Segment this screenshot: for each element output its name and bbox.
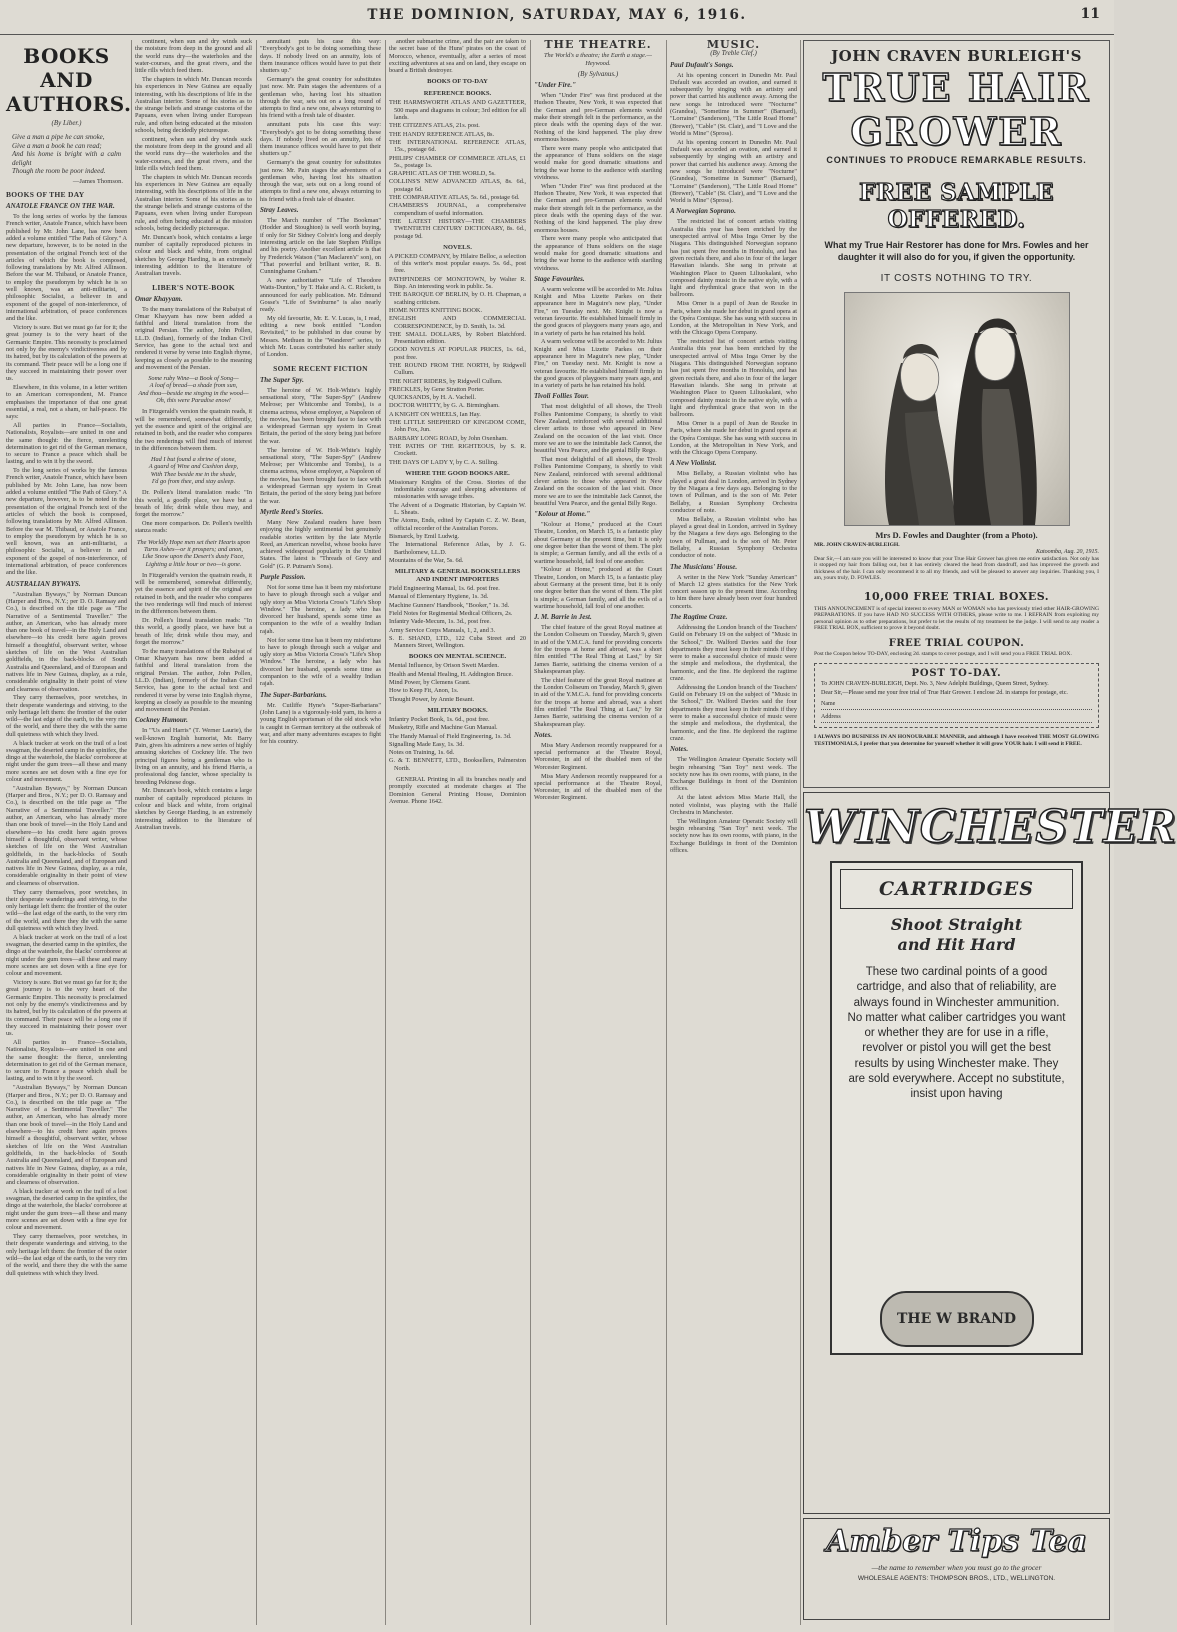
verse-line: Like Snow upon the Desert's dusty Face, — [142, 553, 245, 561]
book-listing: A PICKED COMPANY, by Hilaire Belloc, a selection of this writer's most popular essays. 5s. 6d., post free. — [389, 252, 526, 275]
article-heading: The Super-Barbarians. — [260, 690, 327, 699]
paragraph: another submarine crime, and the pair are taken to the secret base of the Huns' pirates on the coast of Morocco, whence, eventually, after a series of most exciting adventures at sea and on land, they escape on board a British destroyer. — [389, 38, 526, 75]
paragraph: Victory is sure. But we must go far for it; the great journey is to the very heart of the Germanic Empire. This necessity is proclaimed not only by the enemy's vindictiveness and by its hatred, but by its calculation of the powers at its command. Their peace will be a long one if they succeed in maintaining their power over us. — [6, 324, 128, 383]
ad-tagline: CONTINUES TO PRODUCE REMARKABLE RESULTS. — [826, 155, 1087, 165]
paragraph: Miss Bellaby, a Russian violinist who has played a great deal in London, arrived in Sydney by the Niagara a few days ago. Belonging to the town of Pullman, and is the son of Mr. Peter Bellaby, a Russian Symphony Orchestra conductor of note. — [670, 515, 797, 560]
paragraph: The chapters in which Mr. Duncan records his experiences in New Guinea are equally interesting, with his descriptions of life in the Australian interior. Some of his stories as to the strange beliefs and strange customs of the Papuans, even when living under European rule, and often being educated at the mission schools, being decidedly picturesque. — [135, 75, 252, 135]
book-listing: DOCTOR WHITTY, by G. A. Birmingham. — [389, 402, 500, 410]
paragraph: They carry themselves, poor wretches, in their desperate wanderings and striving, to the only heritage left them: the frontier of the outer wild—the last edge of the earth, to the very rim of the world, and there they die with the same dull quietness with which they lived. — [6, 1233, 127, 1277]
book-listing: Musketry, Rifle and Machine Gun Manual. — [389, 724, 498, 732]
w-brand-badge: THE W BRAND — [880, 1291, 1034, 1347]
paragraph: "Australian Byways," by Norman Duncan (Harper and Bros., N.Y.; per D. O. Ramsay and Co.), is described on the title page as "The Narrative of a Sentimental Traveller." The author, an American, who has already more than one book of travel—in the Holy Land and elsewhere—to his credit here again proves himself a thoughtful, observant writer, whose sketches of life on the West Australian goldfields, in the back-blocks of South Australia and Queensland, and of European and natives life in New Guinea, display, as a rule, considerable originality in their point of view and clearness of observation. — [6, 590, 127, 693]
verse — [135, 375, 252, 404]
paragraph: In "'Us and Harris" (T. Werner Laurie), the well-known English humorist, Mr. Barry Pain, gives his admirers a new series of highly amusing sketches of Cockney life. The two principal figures being a gentleman who is living on an annuity, and his friend Harris, a professional dog fancier, whose speciality is breeding Pekinese dogs. — [135, 727, 252, 786]
column-music — [670, 38, 797, 1623]
paragraph: One more comparison. Dr. Pollen's twelfth stanza reads: — [135, 520, 252, 535]
verse-line: A guard of Wine and Cushion deep, — [148, 463, 239, 471]
epigraph-poem — [12, 133, 121, 176]
book-listing: Infantry Pocket Book, 1s. 6d., post free. — [389, 715, 490, 723]
ad-subheading: NOVELS. — [443, 243, 472, 251]
cartridges-heading: CARTRIDGES — [840, 869, 1073, 909]
winchester-advertisement — [803, 792, 1177, 1514]
ad-offer: IT COSTS NOTHING TO TRY. — [880, 273, 1033, 284]
section-heading: BOOKS OF THE DAY — [6, 190, 85, 200]
paragraph: All parties in France—Socialists, Nationalists, Royalists—are united in one and the same thought: the fierce, unrelenting determination to get rid of the German menace, to secure to France a peace which shall be lasting, and to win it by the sword. — [6, 1038, 127, 1083]
verse-line: Had I but found a shrine of stone, — [150, 456, 236, 464]
product-headline: TRUE HAIR GROWER — [822, 65, 1091, 154]
paragraph: The restricted list of concert artists visiting Australia this year has been enriched by the unexpected arrival of Miss Inga Orner by the Niagara. This distinguished Norwegian soprano has just spent five months in Honolulu, and has given recitals there, and also in four of the larger Hawaiian islands. She sang in private at Washington Place to Queen Liliuokalani, who composed dainty music in the native style, with a light and rhythmical grace that won in the ballroom. — [670, 338, 797, 419]
paragraph: Not for some time has it been my misfortune to have to plough through such a vulgar and ugly story as Miss Victoria Cross's "Life's Shop Window." The heroine, a lady who has divorced her husband, spends some time as companion to the wife of a wealthy Indian rajah. — [260, 584, 381, 635]
byline: (By Liber.) — [51, 119, 82, 127]
column-bookshop-ads — [389, 38, 526, 1623]
book-listing: ENGLISH AND COMMERCIAL CORRESPONDENCE, by D. Smith, 1s. 3d. — [389, 315, 526, 330]
column-rule — [800, 40, 801, 1625]
book-listing: GOOD NOVELS AT POPULAR PRICES, 1s. 6d., post free. — [389, 346, 526, 361]
paragraph: To the many translations of the Rubaiyat of Omar Khayyam has now been added a faithful and literal translation from the original Persian. The author, John Pollen, LL.D. (Indian), formerly of the Indian Civil Service, has gone to the actual text and rendered it verse by verse into English rhyme, keeping as closely as possible to the meaning and movement of the Persian. — [135, 305, 252, 371]
paragraph: In Fitzgerald's version the quatrain reads, it will be remembered, somewhat differently, yet the essence and spirit of the original are retained in both, and the reader who compares the two renderings will find much of interest in the differences between them. — [135, 408, 252, 452]
article-heading: Notes. — [670, 745, 689, 754]
book-listing: GRAPHIC ATLAS OF THE WORLD, 5s. — [389, 170, 496, 178]
article-heading: The Musicians' House. — [670, 562, 738, 571]
letter-date: Katoomba, Aug. 20, 1915. — [1035, 548, 1099, 555]
paragraph: Dr. Pollen's literal translation reads: "In this world, a goodly place, we have but a breath of life; drink while thou may, and forget the morrow." — [135, 489, 252, 519]
testimonial-letter: Dear Sir,—I am sure you will be interested to know that your True Hair Grower has given me entire satisfaction. Not only has it stopped my hair from falling out, but it has entirely cleared the head from dandruff, and has improved the growth and thickness of the hair. I can only recommend it to all my friends, and will be pleased to answer any inquiries. Thanking you, I am, yours truly, D. FOWLES. — [814, 555, 1099, 581]
paragraph: The chief feature of the great Royal matinee at the London Coliseum on Tuesday, March 9, given in aid of the Y.M.C.A. fund for providing concerts for the troops at home and abroad, was a short film entitled "The Real Thing at Last," by Sir James Barrie, satirising the cinema version of a Shakespearean play. — [534, 676, 662, 728]
masthead — [0, 0, 1114, 35]
book-listing: THE LITTLE SHEPHERD OF KINGDOM COME, John Fox, Jun. — [389, 419, 526, 434]
column-rule — [385, 40, 386, 1625]
paragraph: The restricted list of concert artists visiting Australia this year has been enriched by the unexpected arrival of Miss Inga Orner by the Niagara. This distinguished Norwegian soprano has just spent five months in Honolulu, and has given recitals there, and also in four of the larger Hawaiian islands. She sang in private at Washington Place to Queen Liliuokalani, who composed dainty music in the native style, with a light and rhythmical grace that won in the ballroom. — [670, 218, 797, 299]
book-listing: Manual of Elementary Hygiene, 1s. 3d. — [389, 593, 489, 601]
page-number: 11 — [1080, 6, 1100, 22]
paragraph: At the latest advices Miss Marie Hall, the noted violinist, was playing with the Hallé Orchestra in Manchester. — [670, 794, 797, 816]
book-listing: Infantry Vade-Mecum, 1s. 3d., post free. — [389, 618, 492, 626]
paragraph: Dr. Pollen's literal translation reads: "In this world, a goodly place, we have but a breath of life; drink while thou may, and forget the morrow." — [135, 617, 252, 646]
column-notebook — [135, 38, 252, 1623]
book-listing: Field Engineering Manual, 1s. 6d. post free. — [389, 585, 500, 593]
paragraph: The chief feature of the great Royal matinee at the London Coliseum on Tuesday, March 9, given in aid of the Y.M.C.A. fund for providing concerts for the troops at home and abroad, was a short film entitled "The Real Thing at Last," by Sir James Barrie, satirising the cinema version of a Shakespearean play. — [534, 624, 662, 675]
paragraph: The chapters in which Mr. Duncan records his experiences in New Guinea are equally interesting, with his descriptions of life in the Australian interior. Some of his stories as to the strange beliefs and strange customs of the Papuans, even when living under European rule, and often being educated at the mission schools, being decidedly picturesque. — [135, 173, 252, 232]
offer-heading: 10,000 FREE TRIAL BOXES. — [863, 589, 1050, 603]
ad-footer: I ALWAYS DO BUSINESS IN AN HONOURABLE MANNER, and although I have received THE MOST GLOWING TESTIMONIALS, I prefer that you determine for yourself whether it will grow YOUR hair. I will send it FREE. — [814, 734, 1099, 747]
paragraph: "Kolour at Home," produced at the Court Theatre, London, on March 15, is a fantastic play about Germany at the present time, but it is only one degree better than the worst of them. The plot is simple; a German family, and all the evils of a wartime household, fall foul of one another. — [534, 521, 662, 565]
paragraph: The heroine of W. Holt-White's highly sensational story, "The Super-Spy" (Andrew Melrose; per Whitcombe and Tombs), is a cinema actress, whose employer, a Napoleon of the movies, has been brought face to face with a widespread German spy system in Great Britain, the period of the story being just before the war. — [260, 446, 381, 505]
book-listing: THE BAROQUE OF BERLIN, by O. H. Chapman, a scathing criticism. — [389, 291, 526, 306]
ad-heading: MILITARY BOOKS. — [427, 706, 488, 714]
article-heading: A New Violinist. — [670, 459, 717, 468]
free-sample-headline: FREE SAMPLE OFFERED. — [859, 179, 1054, 233]
ad-heading: WHERE THE GOOD BOOKS ARE. — [405, 469, 510, 477]
paragraph: They carry themselves, poor wretches, in their desperate wanderings and striving, to the only heritage left them: the frontier of the outer wild—the last edge of the earth, to the very rim of the world, and there they die with the same dull quietness with which they lived. — [6, 694, 127, 738]
book-listing: Army Service Corps Manuals, 1, 2, and 3. — [389, 626, 496, 634]
name-label: Name — [821, 701, 836, 707]
article-heading: Purple Passion. — [260, 573, 306, 581]
paragraph: There were many people who anticipated that the appearance of Huns soldiers on the stage would make for good dramatic situations and bring the war home to the audience with startling vividness. — [534, 144, 662, 181]
book-listing: The Advent of a Dogmatic Historian, by Captain W. L. Sheats. — [389, 501, 526, 517]
book-listing: THE HANDY REFERENCE ATLAS, 8s. — [389, 130, 495, 138]
paragraph: Miss Bellaby, a Russian violinist who has played a great deal in London, arrived in Sydney by the Niagara a few days ago. Belonging to the town of Pullman, and is the son of Mr. Peter Bellaby, a Russian Symphony Orchestra conductor of note. — [670, 470, 797, 514]
book-listing: PHILIPS' CHAMBER OF COMMERCE ATLAS, £1 5s., postage 1s. — [389, 154, 526, 169]
book-listing: Mind Power, by Clemens Grant. — [389, 679, 471, 687]
book-listing: Missionary Knights of the Cross. Stories of the indomitable courage and sleeping adventures of missionaries with savage tribes. — [389, 478, 526, 501]
paragraph: A writer in the New York "Sunday American" of March 12 gives statistics for the New York concert season up to the present time. According to him there have already been over four hundred concerts. — [670, 573, 797, 610]
article-heading: J. M. Barrie in Jest. — [534, 613, 592, 622]
article-heading: A Norwegian Soprano. — [670, 207, 736, 216]
paragraph: Mr. Duncan's book, which contains a large number of capitally reproduced pictures in colour and black and white, from original sketches by George Harding, is an extremely interesting addition to the literature of Australian travels. — [135, 787, 252, 831]
ad-heading: BOOKS OF TO-DAY — [427, 78, 488, 86]
coupon-intro: Post the Coupon below TO-DAY, enclosing 2d. stamps to cover postage, and I will send you a FREE TRIAL BOX. — [814, 650, 1072, 657]
column-rule — [530, 40, 531, 1625]
portrait-illustration — [845, 293, 1069, 525]
hair-ad-header — [804, 47, 1109, 165]
paragraph: To the long series of works by the famous French writer, Anatole France, which have been published by Mr. John Lane, has now been added a volume entitled "The Path of Glory." A new departure, however, is to be noted in the presentation of the original French text of the articles of which the book is composed, following translations by Mr. Alfred Allinson. Before the war M. Thibaud, or Anatole France, to employ the pseudonym by which he is so well known, was an anti-militarist, a philosophic Socialist, a believer in and exponent of the gospel of non-interference, of international arbitration, of peace conferences and the like. — [6, 213, 127, 323]
paragraph: Miss Mary Anderson recently reappeared for a special performance at the Theatre Royal, Worcester, in aid of the disabled men of the Worcester Regiment. — [534, 741, 662, 771]
paragraph: The heroine of W. Holt-White's highly sensational story, "The Super-Spy" (Andrew Melrose; per Whitcombe and Tombs), is a cinema actress, whose employer, a Napoleon of the movies, has been brought face to face with a widespread German spy system in Great Britain, the period of the story being just before the war. — [260, 386, 381, 445]
book-listing: Machine Gunners' Handbook, "Booker," 1s. 3d. — [389, 601, 510, 609]
book-listing: CHAMBERS'S JOURNAL, a comprehensive compendium of useful information. — [389, 202, 526, 217]
slogan-line: Shoot Straight — [890, 915, 1023, 934]
book-listing: THE DAYS OF LADY Y, by C. A. Stilling. — [389, 458, 499, 466]
paragraph: The Wellington Amateur Operatic Society will begin rehearsing "San Toy" next week. The society now has its own rooms, with piano, in the Exchange Buildings in front of the Dominion offices. — [670, 817, 797, 854]
paragraph: Miss Orner is a pupil of Jean de Reszke in Paris, where she made her debut in grand opera at the Opéra Comique. She has sung with success in London, at the Metropolitan in New York, and with the Chicago Opera Company. — [670, 300, 797, 337]
verse-line: A loaf of bread—a shade from sun, — [149, 382, 238, 390]
verse — [135, 539, 252, 568]
section-title-music: MUSIC. — [706, 38, 761, 51]
epigraph: The World's a theatre; the Earth a stage.—Heywood. — [544, 52, 652, 67]
section-title-theatre: THE THEATRE. — [544, 38, 652, 51]
book-listing: BARBARY LONG ROAD, by John Oxenham. — [389, 434, 508, 442]
paragraph: Victory is sure. But we must go far for it; the great journey is to the very heart of the Germanic Empire. This necessity is proclaimed not only by the enemy's vindictiveness and by its hatred, but by its calculation of the powers at its command. Their peace will be a long one if they succeed in maintaining their power over us. — [6, 979, 128, 1038]
paragraph: annuitant puts his case this way: "Everybody's got to be doing something these days. If nobody lived on an annuity, lots of them insurance offices would have to put their shutters up." — [260, 38, 381, 75]
ad-body-text: These two cardinal points of a good cartridge, and also that of reliability, are always found in Winchester ammunition. No matter what caliber cartridges you want or whether they are for use in a rifle, revolver or pistol you will get the best results by using Winchester make. They are sold everywhere. Accept no substitute, insist upon having — [847, 966, 1066, 1101]
paragraph: continent, when sun and dry winds suck the moisture from deep in the ground and all the world runs dry—the waterholes and the water-courses, and the great rivers, and the little rills which feed them. — [135, 38, 252, 75]
paragraph: My old favourite, Mr. E. V. Lucas, is, I read, editing a new book entitled "London Revisited," to be published in due course by Messrs. Methuen in the "Wanderer" series, to which Mr. Lucas contributed his earlier study of London. — [260, 314, 381, 359]
paragraph: A warm welcome will be accorded to Mr. Julius Knight and Miss Lizette Parkes on their appearance here in Maguire's new play, "Under Fire," on Tuesday next. Mr. Knight is now a veteran favourite. He established himself firmly in the good graces of playgoers many years ago, and in a variety of parts he has retained his hold. — [534, 285, 662, 337]
hair-grower-advertisement — [803, 40, 1110, 788]
offer-text: THIS ANNOUNCEMENT is of special interest to every MAN or WOMAN who has previously tried other HAIR-GROWING PREPARATIONS. If you have HAD NO SUCCESS WITH OTHERS, please write to me. I REFRAIN from exploiting my personal opinion as to other preparations, but prefer to let the results of my treatment be the judge. I will send to any reader a FREE TRIAL BOX, sufficient to prove it beyond doubt. — [814, 605, 1099, 631]
book-listing: Mountains of the War, 5s. 6d. — [389, 556, 464, 564]
book-listing: Health and Mental Healing, H. Addington Bruce. — [389, 670, 513, 678]
book-listing: THE PATHS OF THE RIGHTEOUS, by S. R. Crockett. — [389, 442, 526, 458]
winchester-logo: WINCHESTER — [804, 800, 1177, 853]
ad-heading: MILITARY & GENERAL BOOKSELLERS AND INDENT IMPORTERS — [394, 568, 521, 584]
paragraph: continent, when sun and dry winds suck the moisture from deep in the ground and all the world runs dry—the waterholes and the water-courses, and the great rivers, and the little rills which feed them. — [135, 135, 252, 173]
article-heading: "Under Fire." — [534, 81, 576, 90]
tea-tagline: —the name to remember when you must go to the grocer — [871, 1563, 1042, 1572]
section-heading: LIBER'S NOTE-BOOK — [152, 282, 235, 292]
paragraph: The Wellington Amateur Operatic Society will begin rehearsing "San Toy" next week. The society now has its own rooms, with piano, in the Exchange Buildings in front of the Dominion offices. — [670, 756, 797, 793]
section-heading: SOME RECENT FICTION — [273, 363, 368, 373]
book-listing: Signalling Made Easy, 1s. 3d. — [389, 740, 464, 748]
paragraph: Miss Orner is a pupil of Jean de Reszke in Paris, where she made her debut in grand opera at the Opéra Comique. She has sung with success in London, at the Metropolitan in New York, and with the Chicago Opera Company. — [670, 419, 797, 457]
book-listing: THE INTERNATIONAL REFERENCE ATLAS, 15s., postage 6d. — [389, 138, 526, 154]
book-listing: Notes on Training, 1s. 6d. — [389, 749, 455, 757]
paragraph: Not for some time has it been my misfortune to have to plough through such a vulgar and ugly story as Miss Victoria Cross's "Life's Shop Window." The heroine, a lady who has divorced her husband, spends some time as companion to the wife of a wealthy Indian rajah. — [260, 636, 381, 688]
paragraph: Addressing the London branch of the Teachers' Guild on February 19 on the subject of "Music in the School," Dr. Walford Davies said the four departments they must keep in their minds if they were to make a successful choice of music were the simple and melodious, the rhythmical, the harmonic, and the fine. He deplored the ragtime craze. — [670, 683, 797, 742]
book-listing: Field Notes for Regimental Medical Officers, 2s. — [389, 610, 513, 617]
poem-line: Give a man a pipe he can smoke, — [12, 133, 105, 142]
advertiser-name: JOHN CRAVEN BURLEIGH'S — [831, 47, 1082, 65]
poem-line: Give a man a book he can read; — [12, 141, 102, 150]
coupon-title: POST TO-DAY. — [911, 668, 1002, 679]
cartridges-panel — [830, 861, 1083, 1355]
paragraph: Mr. Duncan's book, which contains a large number of capitally reproduced pictures in colour and black and white, from original sketches by George Harding, is an extremely interesting addition to the literature of Australian travels. — [135, 233, 252, 278]
column-rule — [131, 40, 132, 1625]
coupon-address-field[interactable] — [821, 714, 1092, 723]
article-heading: The Ragtime Craze. — [670, 612, 728, 621]
paragraph: Germany's the great country for substitutes just now. Mr. Pain stages the adventures of a gentleman who, having lost his situation through the war, sets out on a long round of attempts to find a new one, always returning to his friend with a fresh tale of disaster. — [260, 75, 381, 120]
article-heading: "Kolour at Home." — [534, 510, 591, 519]
advertisement-column — [803, 40, 1177, 1625]
printing-notice: GENERAL Printing in all its branches neatly and promptly executed at moderate charges at The Dominion General Printing House, Dominion Avenue. Phone 1642. — [389, 776, 526, 805]
book-listing: Thought Power, by Annie Besant. — [389, 695, 475, 703]
paragraph: Mr. Cutliffe Hyne's "Super-Barbarians" (John Lane) is a vigorously-told yarn, its hero a young English sportsman of the old stock who is caught in German territory at the outbreak of war, and after many adventures escapes to fight for his country. — [260, 701, 381, 746]
paragraph: "Australian Byways," by Norman Duncan (Harper and Bros., N.Y.; per D. O. Ramsay and Co.), is described on the title page as "The Narrative of a Sentimental Traveller." The author, an American, who has already more than one book of travel—in the Holy Land and elsewhere—to his credit here again proves himself a thoughtful, observant writer, whose sketches of life on the West Australian goldfields, in the back-blocks of South Australia and Queensland, and of European and natives life in New Guinea, display, as a rule, considerable originality in their point of view and clearness of observation. — [6, 784, 127, 887]
paragraph: "Kolour at Home," produced at the Court Theatre, London, on March 15, is a fantastic play about Germany at the present time, but it is only one degree better than the worst of them. The plot is simple; a German family, and all the evils of a wartime household, fall foul of one another. — [534, 566, 662, 610]
paragraph: They carry themselves, poor wretches, in their desperate wanderings and striving, to the only heritage left them: the frontier of the outer wild—the last edge of the earth, to the very rim of the world, and there they die with the same dull quietness with which they lived. — [6, 888, 127, 932]
mail-coupon[interactable] — [814, 663, 1099, 728]
portrait-photo — [844, 292, 1070, 526]
paragraph: Many New Zealand readers have been enjoying the highly sentimental but genuinely readable stories written by the late Myrtle Reed, an American novelist, whose books have achieved widespread popularity in the United States. The latest is "Threads of Grey and Gold" (G. P. Putnam's Sons). — [260, 518, 381, 570]
book-listing: PATHFINDERS OF MONOTOWN, by Walter R. Bisp. An interesting work in public. 5s. — [389, 275, 526, 291]
face — [900, 353, 938, 401]
ad-heading: BOOKS ON MENTAL SCIENCE. — [408, 653, 507, 661]
book-listing: COLLINS'S NEW ADVANCED ATLAS, 8s. 6d., postage 6d. — [389, 178, 526, 193]
paragraph: To the many translations of the Rubaiyat of Omar Khayyam has now been added a faithful and literal translation from the original Persian. The author, John Pollen, LL.D. (Indian), formerly of the Indian Civil Service, has gone to the actual text and rendered it verse by verse into English rhyme, keeping as closely as possible to the meaning and movement of the Persian. — [135, 647, 252, 714]
paragraph: The March number of "The Bookman" (Hodder and Stoughton) is well worth buying, if only for Sir Sidney Colvin's long and deeply interesting article on the late Stephen Phillips and his poetry. Another excellent article is that by Frederick Watson ("Ian Maclaren's" son), on "That powerful and brilliant writer, R. B. Cunninghame Graham." — [260, 217, 381, 276]
verse-line: Turns Ashes—or it prospers; and anon, — [143, 545, 244, 553]
paragraph: A black tracker at work on the trail of a lost swagman, the deserted camp in the spinifex, the dingo at the waterhole, the blacks' corroboree at night under the gum trees—all these and many more scenes are set down with a fine eye for colour and movement. — [6, 1187, 127, 1232]
ad-claim: What my True Hair Restorer has done for Mrs. Fowles and her daughter it will also do for you, if given the opportunity. — [824, 240, 1089, 262]
column-fiction — [260, 38, 381, 1623]
column-books-authors — [6, 38, 132, 1623]
book-listing: The Atoms, Ends, edited by Captain C. Z. W. Bean, official recorder of the Australian Forces. — [389, 517, 526, 532]
book-listing: THE LATEST HISTORY—THE CHAMBERS TWENTIETH CENTURY DICTIONARY, 8s. 6d., postage 9d. — [389, 217, 526, 240]
photo-caption: Mrs D. Fowles and Daughter (from a Photo). — [875, 530, 1038, 540]
verse-line: And thou—beside me singing in the wood— — [138, 389, 249, 397]
paragraph: When "Under Fire" was first produced at the Hudson Theatre, New York, it was expected that the German and pro-German elements would make their strength felt in the performance, as the piece deals with the opening days of the war. Nothing of the kind happened. The play drew enormous houses. — [534, 92, 662, 143]
paragraph: "Australian Byways," by Norman Duncan (Harper and Bros., N.Y.; per D. O. Ramsay and Co.), is described on the title page as "The Narrative of a Sentimental Traveller." The author, an American, who has already more than one book of travel—in the Holy Land and elsewhere—to his credit here again proves himself a thoughtful, observant writer, whose sketches of life on the West Australian goldfields, in the back-blocks of South Australia and Queensland, and of European and natives life in New Guinea, display, as a rule, considerable originality in their point of view and clearness of observation. — [6, 1084, 127, 1187]
verse-line: Some ruby Wine—a Book of Song— — [148, 375, 239, 383]
coupon-request: Dear Sir,—Please send me your free trial of True Hair Grower. I enclose 2d. in stamps for postage, etc. — [821, 690, 1068, 696]
column-rule — [256, 40, 257, 1625]
book-listing: THE SMALL DOLLARS, by Robert Blatchford. Presentation edition. — [389, 330, 526, 346]
paragraph: Elsewhere, in this volume, in a letter written to an American correspondent, M. France emphasises the importance of that one great essential, a real, not a sham, or half-peace. He says: — [6, 383, 127, 421]
byline: (By Treble Clef.) — [710, 49, 757, 58]
slogan-line: and Hit Hard — [897, 935, 1016, 954]
book-listing: S. E. SHAND, LTD., 122 Cuba Street and 20 Manners Street, Wellington. — [389, 634, 526, 650]
paragraph: That most delightful of all shows, the Tivoli Follies Pantomime Company, is shortly to visit New Zealand, reinforced with several additional clever artists to those who appeared in New Zealand on the occasion of the last visit. Once more we are to see the inimitable Jack Cannot, the beautiful Vera Pearce, and the genial Billy Rego. — [534, 403, 662, 455]
article-heading: Notes. — [534, 730, 553, 739]
face — [975, 327, 1015, 381]
coupon-heading: FREE TRIAL COUPON. — [888, 637, 1025, 649]
article-heading: AUSTRALIAN BYWAYS. — [6, 579, 81, 588]
paragraph: That most delightful of all shows, the Tivoli Follies Pantomime Company, is shortly to visit New Zealand, reinforced with several additional clever artists to those who appeared in New Zealand on the occasion of the last visit. Once more we are to see the inimitable Jack Cannot, the beautiful Vera Pearce, and the genial Billy Rego. — [534, 456, 662, 507]
amber-tips-tea-advertisement — [803, 1518, 1110, 1620]
book-listing: THE COMPARATIVE ATLAS, 5s. 6d., postage 6d. — [389, 194, 520, 202]
tea-brand-name: Amber Tips Tea — [826, 1524, 1087, 1559]
poem-line: Though the room be poor indeed. — [12, 167, 106, 176]
book-listing: THE HARMSWORTH ATLAS AND GAZETTEER, 500 maps and diagrams in colour; 3rd edition for all lands. — [389, 99, 526, 122]
paragraph: In Fitzgerald's version the quatrain reads, it will be remembered, somewhat differently, yet the essence and spirit of the original are retained in both, and the reader who compares the two renderings will find much of interest in the differences between them. — [135, 571, 252, 616]
article-heading: The Super Spy. — [260, 375, 304, 384]
coupon-name-field[interactable] — [821, 701, 1092, 710]
verse-line: With Thee beside me in the shade, — [150, 470, 237, 478]
book-listing: FRECKLES, by Gene Stratton Porter. — [389, 385, 485, 393]
paragraph: When "Under Fire" was first produced at the Hudson Theatre, New York, it was expected that the German and pro-German elements would make their strength felt in the performance, as the piece deals with the opening days of the war. Nothing of the kind happened. The play drew enormous houses. — [534, 182, 662, 234]
article-heading: Paul Dufault's Songs. — [670, 60, 734, 69]
paragraph: annuitant puts his case this way: "Everybody's got to be doing something these days. If nobody lived on an annuity, lots of them insurance offices would have to put their shutters up." — [260, 121, 381, 158]
paragraph: At his opening concert in Dunedin Mr. Paul Dufault was accorded an ovation, and earned it subsequently by singing with an artistry and power that carried his audience away. Among the new songs he introduced were "Nocturne" (Grandea), "Sometime in Summer" (Barnard), "Lorraine" (Sanderson), "The Little Road Home" (Brewer), "Cable" (St. Clair), and "I Love and the World is Mine" (Spross). — [670, 71, 797, 137]
verse-line: I'd go from thee, and stay asleep. — [151, 478, 236, 486]
article-heading: Stage Favourites. — [534, 274, 585, 283]
poem-line: And his home is bright with a calm delight — [12, 150, 121, 167]
section-title-books-authors: BOOKS AND AUTHORS. — [6, 44, 132, 116]
paragraph: There were many people who anticipated that the appearance of Huns soldiers on the stage would make for good dramatic situations and bring the war home to the audience with startling vividness. — [534, 235, 662, 272]
verse-line: Oh, this were Paradise enow! — [156, 397, 231, 405]
coupon-address: To JOHN CRAVEN-BURLEIGH, Dept. No. 3, New Adelphi Buildings, Queen Street, Sydney. — [821, 681, 1049, 687]
book-listing: THE CITIZEN'S ATLAS, 21s. post. — [389, 122, 480, 130]
column-theatre — [534, 38, 662, 1623]
paragraph: All parties in France—Socialists, Nationalists, Royalists—are united in one and the same thought: the fierce, unrelenting determination to get rid of the German menace, to secure to France a peace which shall be lasting, and to win it by the sword. — [6, 421, 127, 466]
verse — [135, 456, 252, 485]
address-label: Address — [821, 714, 841, 720]
book-listing: THE NIGHT RIDERS, by Ridgwell Cullum. — [389, 377, 503, 385]
column-rule — [666, 40, 667, 1625]
book-listing: QUICKSANDS, by H. A. Vachell. — [389, 394, 476, 402]
wholesale-agents: WHOLESALE AGENTS: THOMPSON BROS., LTD., WELLINGTON. — [857, 1575, 1056, 1582]
book-listing: Mental Influence, by Orison Swett Marden. — [389, 662, 499, 670]
byline: (By Sylvanus.) — [577, 69, 619, 78]
book-listing: A KNIGHT ON WHEELS, Ian Hay. — [389, 410, 481, 418]
paragraph: Addressing the London branch of the Teachers' Guild on February 19 on the subject of "Music in the School," Dr. Walford Davies said the four departments they must keep in their minds if they were to make a successful choice of music were the simple and melodious, the rhythmical, the harmonic, and the fine. He deplored the ragtime craze. — [670, 623, 797, 683]
book-listing: The International Reference Atlas, by J. G. Bartholomew, LL.D. — [389, 541, 526, 556]
book-listing: Bismarck, by Emil Ludwig. — [389, 532, 460, 540]
book-listing: G. & T. BENNETT, LTD., Booksellers, Palmerston North. — [389, 757, 526, 772]
paragraph: Germany's the great country for substitutes just now. Mr. Pain stages the adventures of a gentleman who, having lost his situation through the war, sets out on a long round of attempts to find a new one, always returning to his friend with a fresh tale of disaster. — [260, 159, 381, 203]
poem-credit: —James Thomson. — [72, 177, 123, 185]
paragraph: At his opening concert in Dunedin Mr. Paul Dufault was accorded an ovation, and earned it subsequently by singing with an artistry and power that carried his audience away. Among the new songs he introduced were "Nocturne" (Grandea), "Sometime in Summer" (Barnard), "Lorraine" (Sanderson), "The Little Road Home" (Brewer), "Cable" (St. Clair), and "I Love and the World is Mine" (Spross). — [670, 138, 797, 205]
article-heading: Omar Khayyam. — [135, 294, 183, 303]
book-listing: HOME NOTES KNITTING BOOK. — [389, 306, 483, 314]
paragraph: A warm welcome will be accorded to Mr. Julius Knight and Miss Lizette Parkes on their appearance here in Maguire's new play, "Under Fire," on Tuesday next. Mr. Knight is now a veteran favourite. He established himself firmly in the good graces of playgoers many years ago, and in a variety of parts he has retained his hold. — [534, 338, 662, 390]
article-heading: ANATOLE FRANCE ON THE WAR. — [6, 202, 115, 211]
book-listing: How to Keep Fit, Anon, 1s. — [389, 687, 459, 695]
paragraph: A black tracker at work on the trail of a lost swagman, the deserted camp in the spinifex, the dingo at the waterhole, the blacks' corroboree at night under the gum trees—all these and many more scenes are set down with a fine eye for colour and movement. — [6, 933, 127, 978]
book-listing: The Handy Manual of Field Engineering, 1s. 3d. — [389, 732, 512, 740]
article-heading: Stray Leaves. — [260, 206, 299, 215]
article-heading: Tivoli Follies Tour. — [534, 392, 589, 401]
book-listing: THE ROUND FROM THE NORTH, by Ridgwell Cullum. — [389, 361, 526, 377]
article-heading: Cockney Humour. — [135, 716, 188, 725]
letter-recipient: MR. JOHN CRAVEN-BURLEIGH. — [814, 542, 900, 548]
paragraph: Miss Mary Anderson recently reappeared for a special performance at the Theatre Royal, Worcester, in aid of the disabled men of the Worcester Regiment. — [534, 772, 662, 802]
paragraph: A new authoritative "Life of Theodore Watts-Dunton," by T. Hake and A. C. Rickett, is announced for early publication. Mr. Edmund Gosse's "Life of Swinburne" is also nearly ready. — [260, 276, 381, 314]
verse-line: The Worldly Hope men set their Hearts upon — [137, 538, 250, 546]
masthead-title: THE DOMINION, SATURDAY, MAY 6, 1916. — [367, 7, 747, 23]
paragraph: To the long series of works by the famous French writer, Anatole France, which have been published by Mr. John Lane, has now been added a volume entitled "The Path of Glory." A new departure, however, is to be noted in the presentation of the original French text of the articles of which the book is composed, following translations by Mr. Alfred Allinson. Before the war M. Thibaud, or Anatole France, to employ the pseudonym by which he is so well known, was an anti-militarist, a philosophic Socialist, a believer in and exponent of the gospel of non-interference, of international arbitration, of peace conferences and the like. — [6, 467, 127, 577]
ad-subheading: REFERENCE BOOKS. — [423, 90, 492, 98]
article-heading: Myrtle Reed's Stories. — [260, 507, 324, 516]
paragraph: A black tracker at work on the trail of a lost swagman, the deserted camp in the spinifex, the dingo at the waterhole, the blacks' corroboree at night under the gum trees—all these and many more scenes are set down with a fine eye for colour and movement. — [6, 739, 127, 784]
verse-line: Lighting a little hour or two—is gone. — [145, 560, 242, 568]
